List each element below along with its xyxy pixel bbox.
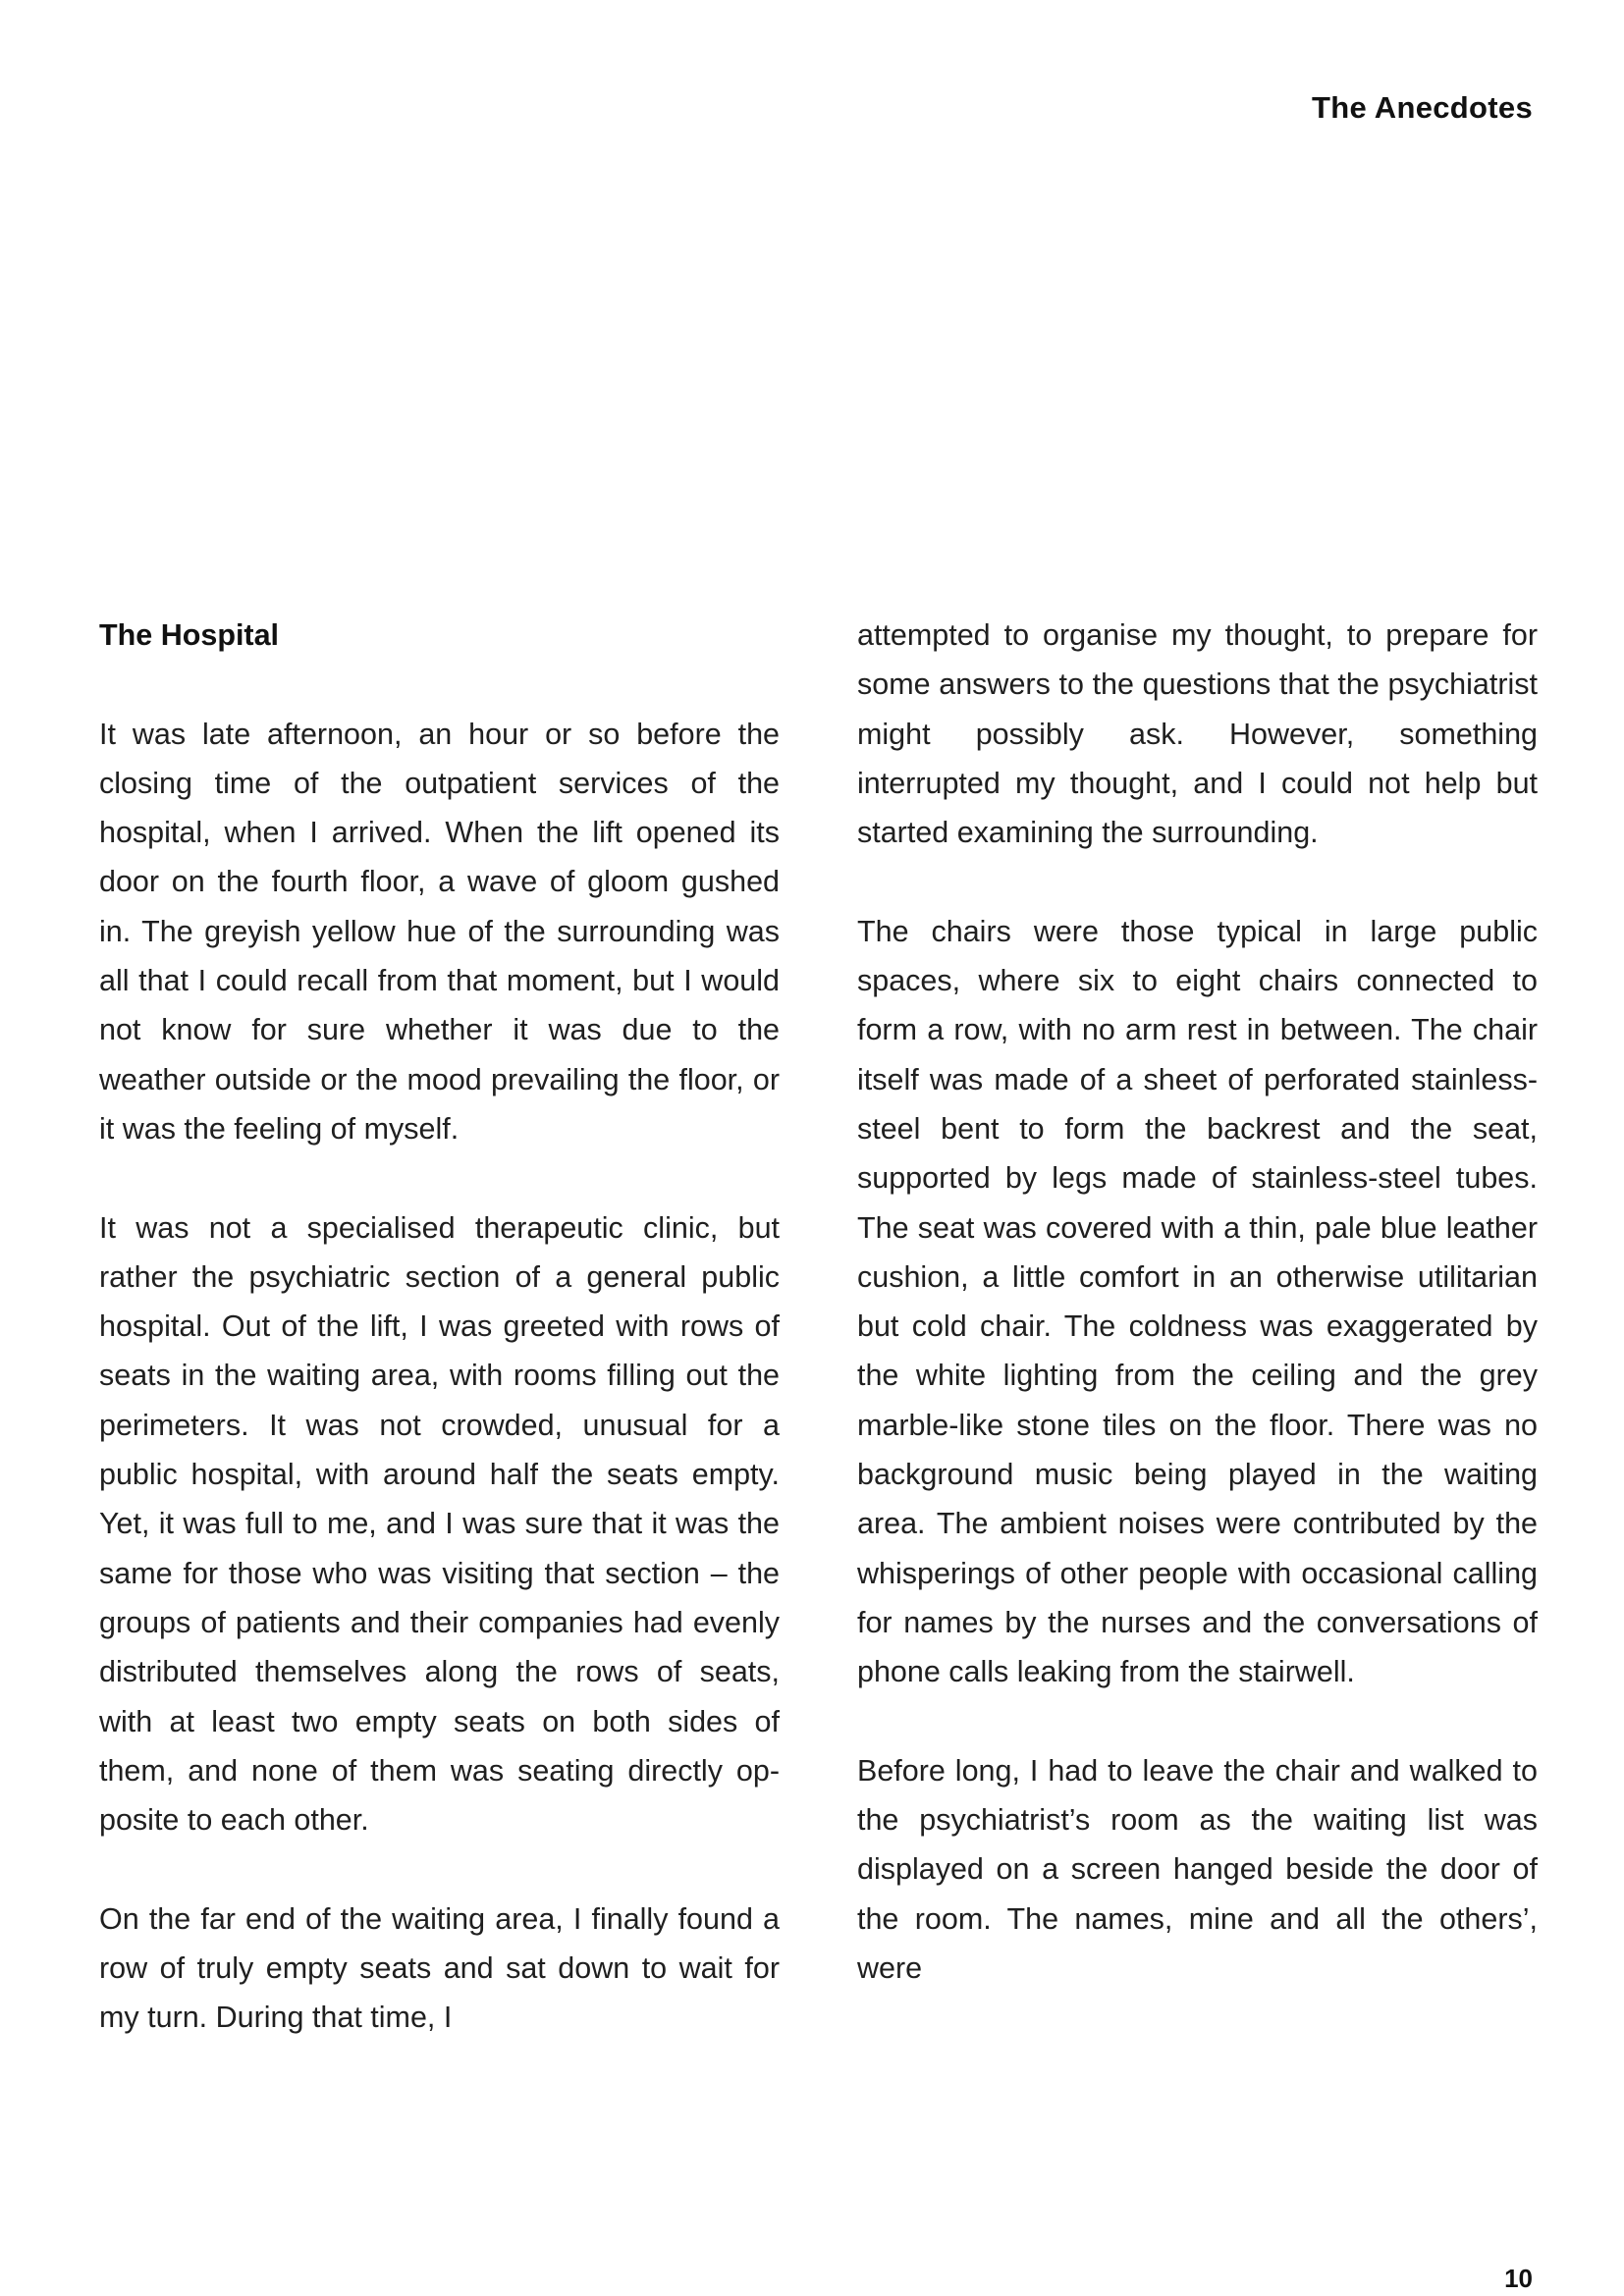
paragraph: It was not a specialised therapeutic clinic, but rather the psychiatric section of a general public hospital. Out of the lift, I was greeted with rows of seats in the waiting area, with rooms filling out the perimeters. It was not crowded, unusual for a public hospital, with around half the seats empty. Yet, it was full to me, and I was sure that it was the same for those who was visiting that section – the groups of patients and their companies had evenly distributed themselves along the rows of seats, with at least two empty seats on both sides of them, and none of them was seating directly opposite to each other. <box>99 1210 780 1838</box>
right-column <box>857 611 1538 1993</box>
paragraph: It was late afternoon, an hour or so before the closing time of the outpatient services of the hospital, when I arrived. When the lift opened its door on the fourth floor, a wave of gloom gushed in. The greyish yellow hue of the surrounding was all that I could recall from that moment, but I would not know for sure whether it was due to the weather outside or the mood prevailing the floor, or it was the feeling of myself. <box>99 717 780 1146</box>
chapter-title: The Hospital <box>99 618 280 652</box>
left-column <box>99 611 780 2043</box>
paragraph: Before long, I had to leave the chair and walked to the psychiatrist’s room as the waiting list was displayed on a screen hanged beside the door of the room. The names, mine and all the others’, were <box>857 1753 1538 1986</box>
page-number: 10 <box>1504 2264 1533 2293</box>
paragraph: On the far end of the waiting area, I finally found a row of truly empty seats and sat down to wait for my turn. During that time, I <box>99 1901 780 2035</box>
paragraph: The chairs were those typical in large public spaces, where six to eight chairs connected to form a row, with no arm rest in between. The chair itself was made of a sheet of perforated stainless-steel bent to form the backrest and the seat, supported by legs made of stainless-steel tubes. The seat was covered with a thin, pale blue leather cushion, a little comfort in an otherwise utilitarian but cold chair. The coldness was exaggerated by the white lighting from the ceiling and the grey marble-like stone tiles on the floor. There was no background music being played in the waiting area. The ambient noises were contributed by the whisperings of other people with occasional calling for names by the nurses and the conversations of phone calls leaking from the stairwell. <box>857 914 1538 1689</box>
running-header: The Anecdotes <box>1312 90 1533 125</box>
paragraph: attempted to organise my thought, to prepare for some answers to the questions that the psychiatrist might possibly ask. However, something interrupted my thought, and I could not help but started examining the surrounding. <box>857 618 1538 850</box>
